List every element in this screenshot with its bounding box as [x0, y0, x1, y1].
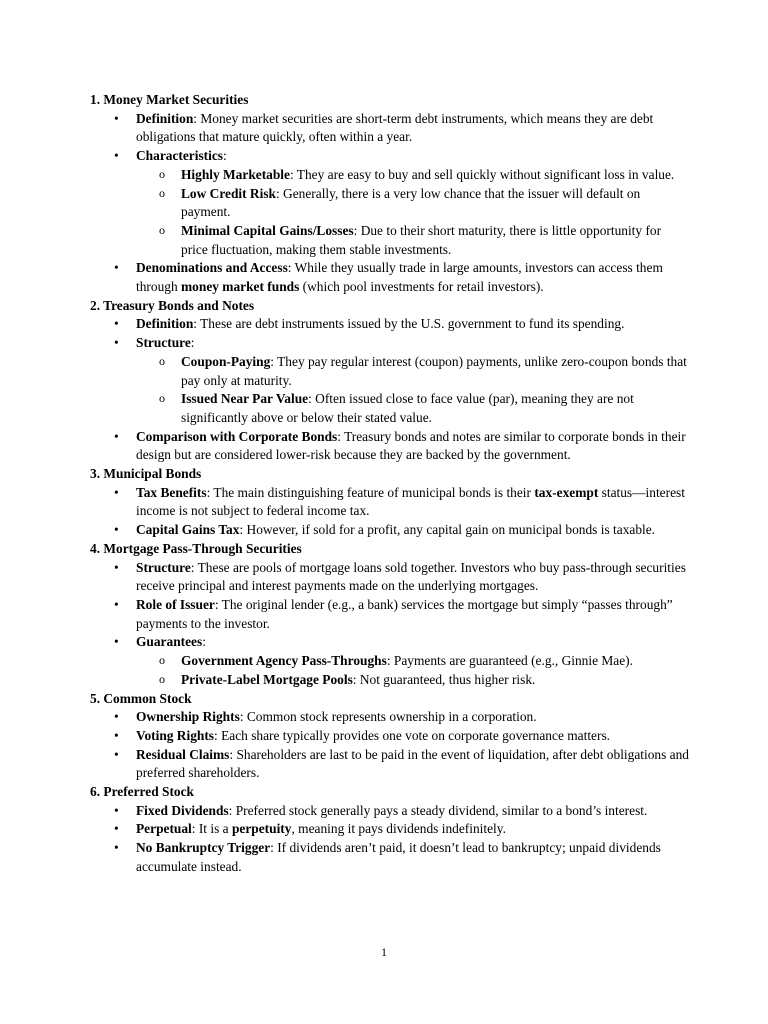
section: [90, 783, 690, 877]
bullet-item: [90, 484, 690, 521]
text-run: : While they usually trade in large amounts, investors can access them through: [136, 260, 663, 295]
bullet-item: [90, 428, 690, 465]
bullet-item: [90, 802, 690, 821]
bold-term: Private-Label Mortgage Pools: [181, 671, 353, 687]
bold-term: Structure: [136, 559, 191, 575]
bullet-item: [90, 633, 690, 689]
text-run: : Not guaranteed, thus higher risk.: [352, 671, 536, 687]
bold-term: tax-exempt: [534, 484, 599, 500]
text-run: : Generally, there is a very low chance that the issuer will default on payment.: [181, 185, 641, 220]
text-run: : These are pools of mortgage loans sold together. Investors who buy pass-through securities receive principal and interest payments made on the underlying mortgages.: [136, 559, 686, 594]
text-run: (which pool investments for retail investors).: [299, 279, 544, 295]
bullet-item: [90, 559, 690, 596]
bold-term: Minimal Capital Gains/Losses: [181, 222, 354, 238]
bullet-item: [90, 746, 690, 783]
section-heading: 4. Mortgage Pass-Through Securities: [90, 540, 302, 556]
section-heading: 2. Treasury Bonds and Notes: [90, 297, 255, 313]
section-heading: 6. Preferred Stock: [90, 784, 194, 800]
bullet-list: [90, 110, 690, 297]
text-run: : Money market securities are short-term debt instruments, which means they are debt obligations that mature quickly, often within a year.: [136, 110, 654, 145]
bullet-item: [90, 315, 690, 334]
sub-bullet-item: [136, 671, 690, 690]
section: [90, 540, 690, 690]
bold-term: Definition: [136, 316, 194, 332]
section-heading: 3. Municipal Bonds: [90, 466, 202, 482]
text-run: : Preferred stock generally pays a steady dividend, similar to a bond’s interest.: [228, 802, 648, 818]
bold-term: Ownership Rights: [136, 709, 240, 725]
bullet-list: [90, 315, 690, 465]
text-run: :: [202, 634, 206, 650]
bold-term: Issued Near Par Value: [181, 391, 309, 407]
bold-term: Guarantees: [136, 634, 203, 650]
section: [90, 297, 690, 465]
sub-bullet-item: [136, 185, 690, 222]
text-run: :: [190, 335, 195, 351]
bold-term: Definition: [136, 110, 194, 126]
bullet-item: [90, 820, 690, 839]
section-heading: 1. Money Market Securities: [90, 92, 249, 107]
bold-term: Perpetual: [136, 821, 192, 837]
bold-term: money market funds: [181, 279, 300, 295]
bullet-item: [90, 727, 690, 746]
text-run: : They are easy to buy and sell quickly without significant loss in value.: [289, 166, 675, 182]
text-run: : They pay regular interest (coupon) payments, unlike zero-coupon bonds that pay only at maturity.: [181, 353, 687, 388]
document-body: [90, 91, 690, 877]
bold-term: Denominations and Access: [136, 260, 288, 276]
bullet-item: [90, 147, 690, 259]
sub-bullet-item: [136, 166, 690, 185]
text-run: : Shareholders are last to be paid in the event of liquidation, after debt obligations and preferred shareholders.: [136, 746, 689, 781]
bold-term: Residual Claims: [136, 746, 230, 762]
text-run: : The main distinguishing feature of municipal bonds is their: [206, 484, 535, 500]
bold-term: Role of Issuer: [136, 596, 215, 612]
bold-term: Highly Marketable: [181, 166, 290, 182]
sub-bullet-list: [136, 166, 690, 260]
section: [90, 91, 690, 297]
text-run: : These are debt instruments issued by the U.S. government to fund its spending.: [193, 316, 625, 332]
bullet-item: [90, 839, 690, 876]
text-run: : It is a: [191, 821, 232, 837]
bold-term: Comparison with Corporate Bonds: [136, 428, 338, 444]
text-run: : Payments are guaranteed (e.g., Ginnie Mae).: [386, 653, 633, 669]
bold-term: Structure: [136, 335, 191, 351]
bold-term: No Bankruptcy Trigger: [136, 840, 271, 856]
bold-term: Government Agency Pass-Throughs: [181, 653, 387, 669]
text-run: : Often issued close to face value (par), meaning they are not significantly above or below their stated value.: [181, 391, 634, 425]
sub-bullet-item: [136, 390, 690, 427]
bullet-list: [90, 559, 690, 690]
bold-term: Voting Rights: [136, 727, 215, 743]
sub-bullet-item: [136, 353, 690, 390]
bold-term: Tax Benefits: [136, 484, 207, 500]
text-run: , meaning it pays dividends indefinitely.: [291, 821, 506, 837]
bullet-item: [90, 596, 690, 633]
text-run: : However, if sold for a profit, any capital gain on municipal bonds is taxable.: [239, 522, 656, 538]
bullet-item: [90, 708, 690, 727]
sub-bullet-item: [136, 652, 690, 671]
section: [90, 690, 690, 784]
bullet-list: [90, 484, 690, 540]
bullet-item: [90, 259, 690, 296]
bold-term: Fixed Dividends: [136, 802, 229, 818]
bullet-item: [90, 521, 690, 540]
sub-bullet-list: [136, 652, 690, 689]
bold-term: Capital Gains Tax: [136, 522, 240, 538]
sub-bullet-item: [136, 222, 690, 259]
bullet-list: [90, 708, 690, 783]
section: [90, 465, 690, 540]
bold-term: Low Credit Risk: [181, 185, 276, 201]
text-run: : Due to their short maturity, there is little opportunity for price fluctuation, making them stable investments.: [181, 222, 662, 257]
text-run: : If dividends aren’t paid, it doesn’t lead to bankruptcy; unpaid dividends accumulate instead.: [136, 840, 661, 874]
bold-term: Coupon-Paying: [181, 353, 271, 369]
text-run: : The original lender (e.g., a bank) services the mortgage but simply “passes through” payments to the investor.: [136, 596, 673, 631]
section-heading: 5. Common Stock: [90, 690, 192, 706]
bold-term: perpetuity: [231, 821, 292, 837]
page-number: 1: [381, 945, 387, 959]
text-run: :: [223, 148, 227, 164]
sub-bullet-list: [136, 353, 690, 428]
text-run: : Common stock represents ownership in a corporation.: [239, 709, 537, 725]
text-run: status—interest income is not subject to federal income tax.: [136, 484, 685, 519]
bold-term: Characteristics: [136, 148, 224, 164]
bullet-item: [90, 334, 690, 428]
text-run: : Each share typically provides one vote on corporate governance matters.: [214, 727, 611, 743]
bullet-list: [90, 802, 690, 877]
text-run: : Treasury bonds and notes are similar to corporate bonds in their design but are considered lower-risk because they are backed by the government.: [136, 428, 686, 463]
bullet-item: [90, 110, 690, 147]
